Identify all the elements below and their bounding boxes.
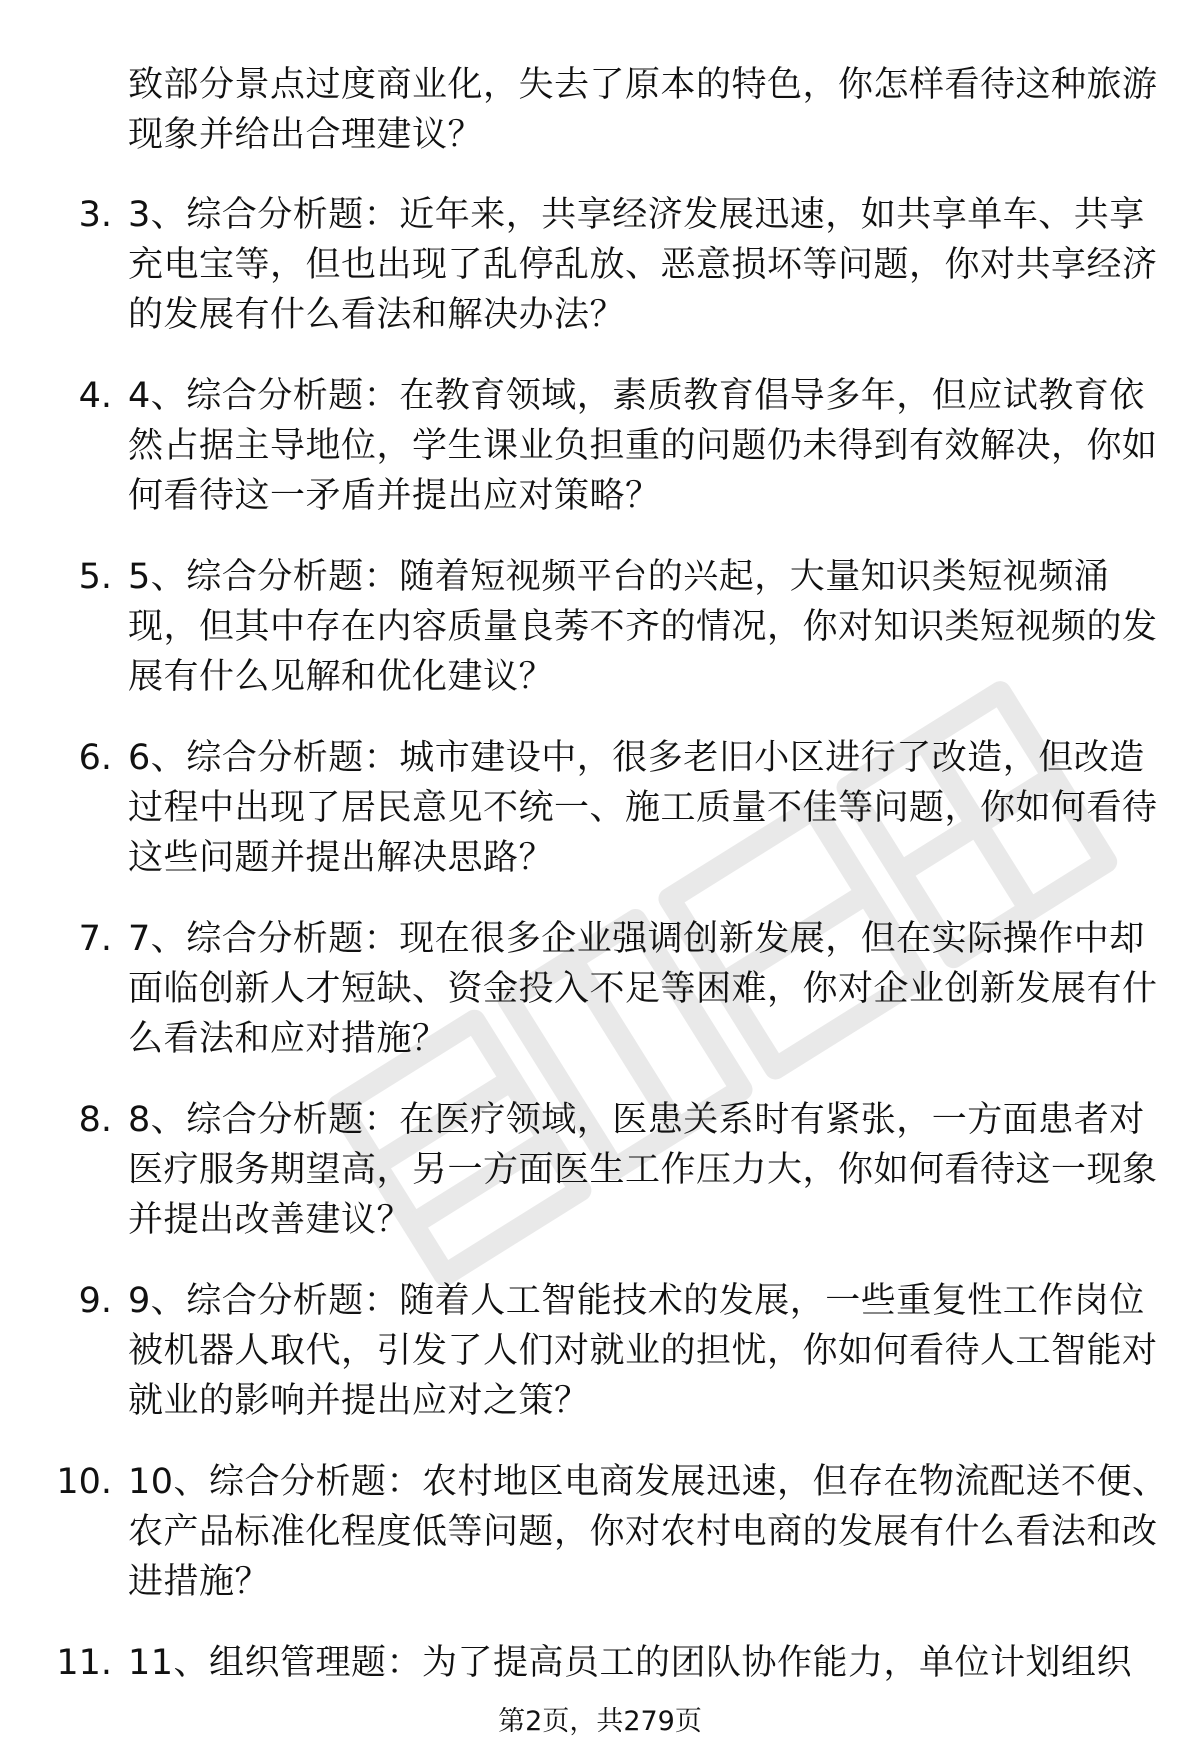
- item-text: 8、综合分析题：在医疗领域，医患关系时有紧张，一方面患者对医疗服务期望高，另一方面医生工作压力大，你如何看待这一现象并提出改善建议？: [128, 1100, 1158, 1240]
- continuation-text: 致部分景点过度商业化，失去了原本的特色，你怎样看待这种旅游现象并给出合理建议？: [128, 65, 1158, 155]
- list-item: [0, 723, 1200, 878]
- question-list: [0, 180, 1200, 1719]
- item-text: 4、综合分析题：在教育领域，素质教育倡导多年，但应试教育依然占据主导地位，学生课业负担重的问题仍未得到有效解决，你如何看待这一矛盾并提出应对策略？: [128, 376, 1158, 516]
- item-number: 10.: [56, 1462, 112, 1502]
- list-item: [0, 904, 1200, 1059]
- item-text: 3、综合分析题：近年来，共享经济发展迅速，如共享单车、共享充电宝等，但也出现了乱停乱放、恶意损坏等问题，你对共享经济的发展有什么看法和解决办法？: [128, 195, 1158, 335]
- item-number: 6.: [78, 738, 112, 778]
- list-item: [0, 1266, 1200, 1421]
- item-number: 7.: [78, 919, 112, 959]
- item-text: 7、综合分析题：现在很多企业强调创新发展，但在实际操作中却面临创新人才短缺、资金投入不足等困难，你对企业创新发展有什么看法和应对措施？: [128, 919, 1158, 1059]
- item-number: 11.: [56, 1643, 112, 1683]
- item-number: 9.: [78, 1281, 112, 1321]
- item-text: 11、组织管理题：为了提高员工的团队协作能力，单位计划组织: [128, 1643, 1133, 1683]
- item-text: 9、综合分析题：随着人工智能技术的发展，一些重复性工作岗位被机器人取代，引发了人们对就业的担忧，你如何看待人工智能对就业的影响并提出应对之策？: [128, 1281, 1158, 1421]
- item-text: 5、综合分析题：随着短视频平台的兴起，大量知识类短视频涌现，但其中存在内容质量良莠不齐的情况，你对知识类短视频的发展有什么见解和优化建议？: [128, 557, 1158, 697]
- list-item: [0, 180, 1200, 335]
- item-number: 5.: [78, 557, 112, 597]
- list-item: [0, 542, 1200, 697]
- item-number: 3.: [78, 195, 112, 235]
- item-number: 4.: [78, 376, 112, 416]
- list-item: [0, 1447, 1200, 1602]
- list-item: [0, 1628, 1200, 1688]
- list-item: [0, 361, 1200, 516]
- item-text: 10、综合分析题：农村地区电商发展迅速，但存在物流配送不便、农产品标准化程度低等问题，你对农村电商的发展有什么看法和改进措施？: [128, 1462, 1168, 1602]
- item-number: 8.: [78, 1100, 112, 1140]
- item-text: 6、综合分析题：城市建设中，很多老旧小区进行了改造，但改造过程中出现了居民意见不统一、施工质量不佳等问题，你如何看待这些问题并提出解决思路？: [128, 738, 1158, 878]
- list-item: [0, 1085, 1200, 1240]
- page-footer: 第2页，共279页: [498, 1706, 702, 1737]
